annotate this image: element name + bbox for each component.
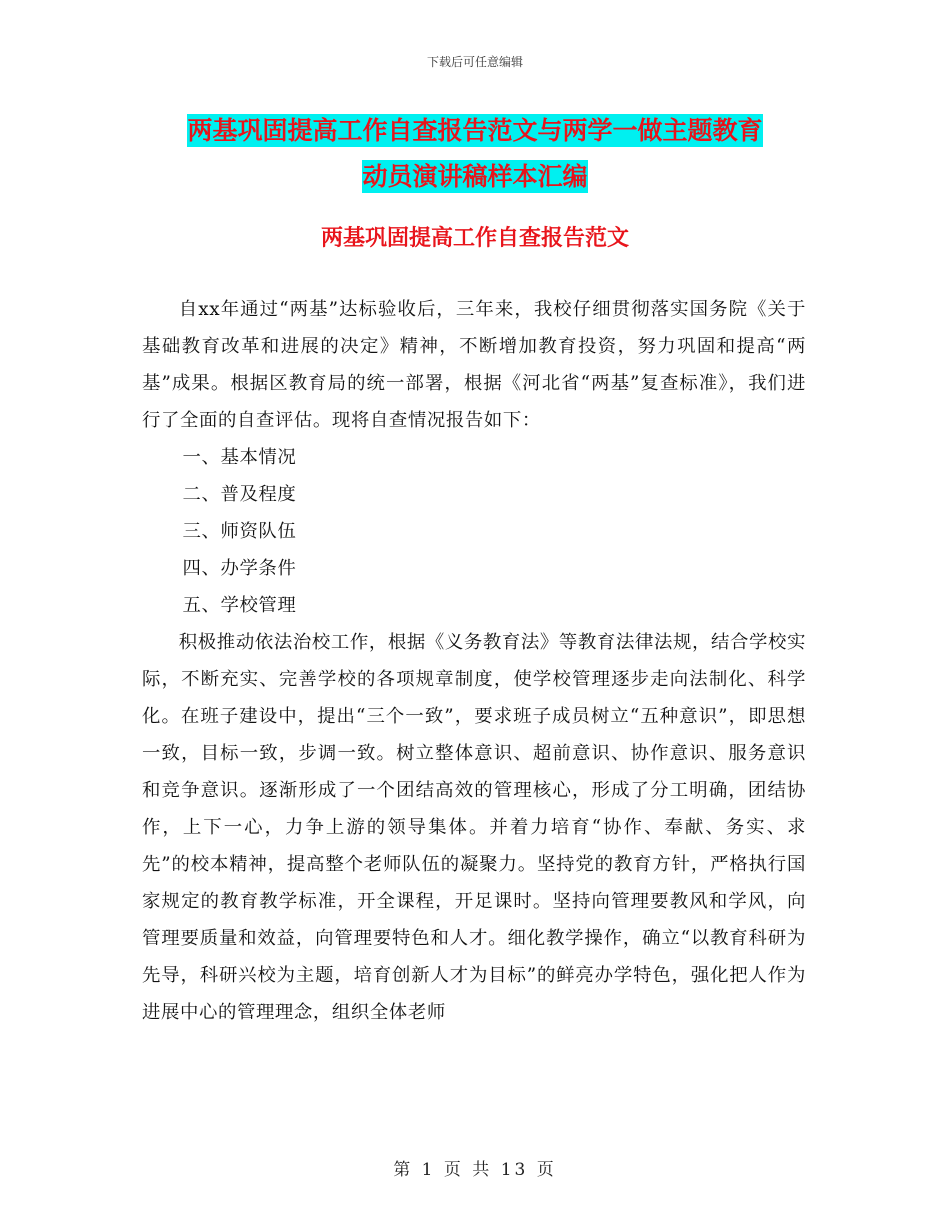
- document-title-line-1: 两基巩固提高工作自查报告范文与两学一做主题教育: [187, 116, 763, 145]
- outline-item-1: 一、基本情况: [182, 447, 297, 468]
- intro-paragraph: 自xx年通过“两基”达标验收后，三年来，我校仔细贯彻落实国务院《关于基础教育改革和进展的决定》精神，不断增加教育投资，努力巩固和提高“两基”成果。根据区教育局的统一部署，根据《河北省“两基”复查标准》，我们进行了全面的自查评估。现将自查情况报告如下：: [142, 299, 806, 431]
- outline-item-3: 三、师资队伍: [182, 521, 297, 542]
- outline-item-2: 二、普及程度: [182, 484, 297, 505]
- header-note: 下载后可任意编辑: [426, 55, 523, 69]
- outline-item-5: 五、学校管理: [182, 595, 297, 616]
- document-title: [0, 108, 950, 200]
- outline-item-4: 四、办学条件: [182, 558, 297, 579]
- page-footer: 第 1 页 共 13 页: [393, 1160, 557, 1180]
- section-title: 两基巩固提高工作自查报告范文: [320, 225, 629, 251]
- document-title-line-2: 动员演讲稿样本汇编: [362, 162, 588, 191]
- document-body: [142, 291, 806, 1031]
- management-paragraph: 积极推动依法治校工作，根据《义务教育法》等教育法律法规，结合学校实际，不断充实、完善学校的各项规章制度，使学校管理逐步走向法制化、科学化。在班子建设中，提出“三个一致”，要求班子成员树立“五种意识”，即思想一致，目标一致，步调一致。树立整体意识、超前意识、协作意识、服务意识和竞争意识。逐渐形成了一个团结高效的管理核心，形成了分工明确，团结协作，上下一心，力争上游的领导集体。并着力培育“协作、奉献、务实、求先”的校本精神，提高整个老师队伍的凝聚力。坚持党的教育方针，严格执行国家规定的教育教学标准，开全课程，开足课时。坚持向管理要教风和学风，向管理要质量和效益，向管理要特色和人才。细化教学操作，确立“以教育科研为先导，科研兴校为主题，培育创新人才为目标”的鲜亮办学特色，强化把人作为进展中心的管理理念，组织全体老师: [142, 632, 806, 1023]
